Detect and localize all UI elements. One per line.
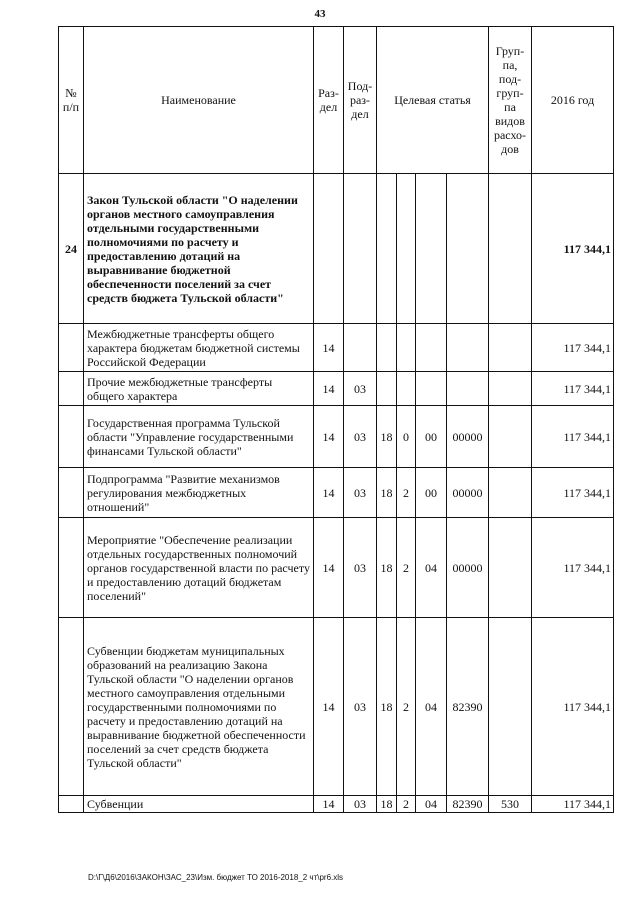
row-target-program: 18 [377, 468, 397, 518]
row-target-program: 18 [377, 796, 397, 813]
table-row [59, 796, 614, 813]
row-amount: 117 344,1 [532, 468, 614, 518]
row-target-subprogram [397, 324, 416, 372]
row-group: 530 [489, 796, 532, 813]
table-row [59, 324, 614, 372]
header-name: Наименование [84, 27, 314, 174]
row-razdel: 14 [314, 618, 344, 796]
row-amount: 117 344,1 [532, 518, 614, 618]
table-row [59, 406, 614, 468]
row-group [489, 618, 532, 796]
row-target-program: 18 [377, 406, 397, 468]
budget-table [58, 26, 614, 813]
table-row [59, 468, 614, 518]
row-num [59, 618, 84, 796]
row-target-event: 00 [416, 468, 447, 518]
table-row [59, 518, 614, 618]
row-razdel: 14 [314, 372, 344, 406]
row-target-code: 82390 [447, 796, 489, 813]
row-num [59, 796, 84, 813]
row-name: Подпрограмма "Развитие механизмов регулирования межбюджетных отношений" [84, 468, 314, 518]
row-name: Межбюджетные трансферты общего характера бюджетам бюджетной системы Российской Федерации [84, 324, 314, 372]
row-podrazdel: 03 [344, 406, 377, 468]
row-target-subprogram: 2 [397, 468, 416, 518]
row-target-code [447, 372, 489, 406]
row-podrazdel: 03 [344, 372, 377, 406]
row-name: Субвенции [84, 796, 314, 813]
row-target-event: 04 [416, 796, 447, 813]
row-target-subprogram: 2 [397, 518, 416, 618]
row-amount: 117 344,1 [532, 324, 614, 372]
row-target-program: 18 [377, 518, 397, 618]
row-target-code [447, 324, 489, 372]
row-podrazdel: 03 [344, 518, 377, 618]
row-num [59, 468, 84, 518]
row-num: 24 [59, 174, 84, 324]
row-group [489, 324, 532, 372]
row-razdel: 14 [314, 468, 344, 518]
row-amount: 117 344,1 [532, 372, 614, 406]
row-podrazdel: 03 [344, 468, 377, 518]
row-target-subprogram: 2 [397, 796, 416, 813]
row-group [489, 468, 532, 518]
row-podrazdel: 03 [344, 796, 377, 813]
row-num [59, 372, 84, 406]
row-name: Мероприятие "Обеспечение реализации отдельных государственных полномочий органов государственной власти по расчету и предоставлению дотаций бюджетам поселений" [84, 518, 314, 618]
row-name: Субвенции бюджетам муниципальных образований на реализацию Закона Тульской области "О наделении органов местного самоуправления отдельными государственными полномочиями по расчету и предоставлению дотаций на выравнивание бюджетной обеспеченности поселений за счет средств бюджета Тульской области" [84, 618, 314, 796]
row-target-subprogram [397, 372, 416, 406]
row-target-event [416, 174, 447, 324]
row-target-code: 00000 [447, 468, 489, 518]
page-number: 43 [314, 8, 326, 20]
row-razdel: 14 [314, 406, 344, 468]
header-target: Целевая статья [377, 27, 489, 174]
header-num: № п/п [59, 27, 84, 174]
row-name: Закон Тульской области "О наделении органов местного самоуправления отдельными государственными полномочиями по расчету и предоставлению дотаций на выравнивание бюджетной обеспеченности поселений за счет средств бюджета Тульской области" [84, 174, 314, 324]
row-target-subprogram: 2 [397, 618, 416, 796]
table-row [59, 372, 614, 406]
row-target-program [377, 372, 397, 406]
header-podrazdel: Под- раз- дел [344, 27, 377, 174]
row-target-code: 00000 [447, 518, 489, 618]
header-year: 2016 год [532, 27, 614, 174]
row-razdel: 14 [314, 324, 344, 372]
row-target-program [377, 174, 397, 324]
header-group: Груп- па, под- груп- па видов расхо- дов [489, 27, 532, 174]
row-target-subprogram: 0 [397, 406, 416, 468]
table-row [59, 174, 614, 324]
row-podrazdel [344, 324, 377, 372]
header-row [59, 27, 614, 174]
row-group [489, 372, 532, 406]
row-target-event [416, 324, 447, 372]
row-amount: 117 344,1 [532, 406, 614, 468]
row-group [489, 406, 532, 468]
row-group [489, 518, 532, 618]
table-row [59, 618, 614, 796]
row-target-code: 00000 [447, 406, 489, 468]
row-target-event: 04 [416, 518, 447, 618]
row-target-program: 18 [377, 618, 397, 796]
row-amount: 117 344,1 [532, 796, 614, 813]
row-num [59, 406, 84, 468]
row-razdel: 14 [314, 796, 344, 813]
row-razdel: 14 [314, 518, 344, 618]
row-target-event: 04 [416, 618, 447, 796]
row-amount: 117 344,1 [532, 618, 614, 796]
row-group [489, 174, 532, 324]
row-target-code: 82390 [447, 618, 489, 796]
row-target-program [377, 324, 397, 372]
row-target-event [416, 372, 447, 406]
row-target-event: 00 [416, 406, 447, 468]
row-target-code [447, 174, 489, 324]
row-razdel [314, 174, 344, 324]
row-num [59, 324, 84, 372]
row-target-subprogram [397, 174, 416, 324]
row-podrazdel [344, 174, 377, 324]
row-name: Прочие межбюджетные трансферты общего характера [84, 372, 314, 406]
row-num [59, 518, 84, 618]
row-amount: 117 344,1 [532, 174, 614, 324]
row-podrazdel: 03 [344, 618, 377, 796]
header-razdel: Раз- дел [314, 27, 344, 174]
row-name: Государственная программа Тульской области "Управление государственными финансами Тульской области" [84, 406, 314, 468]
file-path-footer: D:\Г\Д6\2016\ЗАКОН\ЗАС_23\Изм. бюджет ТО 2016-2018_2 чт\pr6.xls [88, 873, 344, 882]
